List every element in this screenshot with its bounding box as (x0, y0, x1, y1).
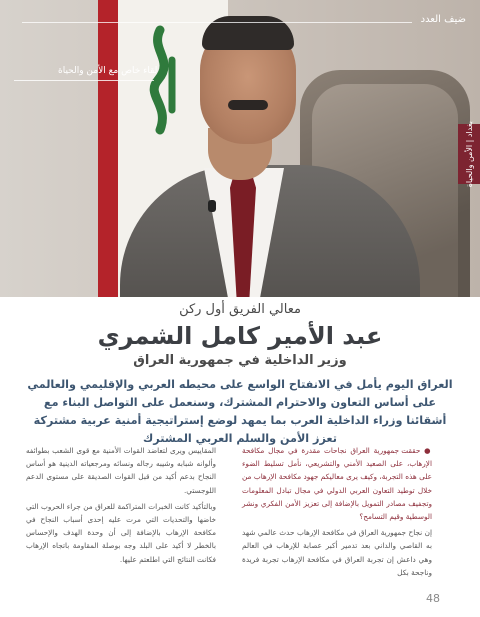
body-paragraph: وبالتأكيد كانت الخبرات المتراكمة للعراق من جراء الحروب التي خاضها والتحديات التي مرت عليه إحدى أسباب النجاح في مكافحة الإرهاب بالإضافة إلى أن وحدة الهدف والإحساس بالخطر لا أكيد على البلد وجه بوصلة المقاومة باتجاه الإرهاب فكانت النتائج التي اطلعتم عليها. (26, 501, 216, 564)
section-label: ضيف العدد (420, 14, 466, 25)
body-paragraph: المقاييس ويرى لتعاضد القوات الأمنية مع قوى الشعب بطوائفه وألوانه شبابه وشيبه رجاله ونسائه ومرجعياته الدينية هو أساس النجاح بدعم أكيد من قبل القوات الصديقة على مستوى الدعم اللوجستي. (26, 446, 216, 495)
rank-title: معالي الفريق أول ركن (179, 302, 301, 317)
lapel-mic (208, 200, 216, 212)
lead-quote: العراق اليوم يأمل في الانفتاح الواسع على محيطه العربي والإقليمي والعالمي على أساس التعاون والاحترام المشترك، وسنعمل على التواصل البناء مع أشقائنا وزراء الداخلية العرب بما يمهد لوضع إستراتيجية أمنية عربية مشتركة تعزز الأمن والسلم العربي المشترك (27, 378, 453, 445)
question-text: حققت جمهورية العراق نجاحات مقدرة في مجال مكافحة الإرهاب، على الصعيد الأمني والتشريعي، نأمل تسليط الضوء على هذه التجربة، وكيف يرى معاليكم جهود مكافحة الإرهاب من خلال توطيد التعاون العربي الدولي في مجال تبادل المعلومات وتجفيف مصادر التمويل بالإضافة إلى تعزيز الأمن الفكري ونشر الوسطية وقيم التسامح؟ (242, 446, 432, 522)
bullet-icon: ● (420, 446, 432, 455)
side-tab-label: بغداد | الأمن والحياة (464, 120, 474, 188)
question-paragraph (242, 444, 432, 523)
side-tab (458, 120, 480, 188)
column-right (242, 444, 432, 582)
interview-rule (14, 80, 154, 81)
mustache (228, 100, 268, 110)
minister-photo (0, 0, 480, 297)
flag-emblem-icon (130, 20, 190, 170)
person-name: عبد الأمير كامل الشمري (97, 322, 383, 350)
answer-text: إن نجاح جمهورية العراق في مكافحة الإرهاب حدث عالمي شهد به القاصي والداني بعد تدمير أكبر عصابة للإرهاب في العالم وهي داعش إن تجربة العراق في مكافحة الإرهاب تجربة فريدة وناجحة بكل (242, 528, 432, 577)
interview-label: لقاء خاص مع الأمن والحياة (58, 66, 158, 76)
page-number: 48 (426, 592, 440, 605)
section-rule (22, 22, 412, 23)
column-left (26, 444, 216, 569)
position-title: وزير الداخلية في جمهورية العراق (133, 353, 347, 368)
